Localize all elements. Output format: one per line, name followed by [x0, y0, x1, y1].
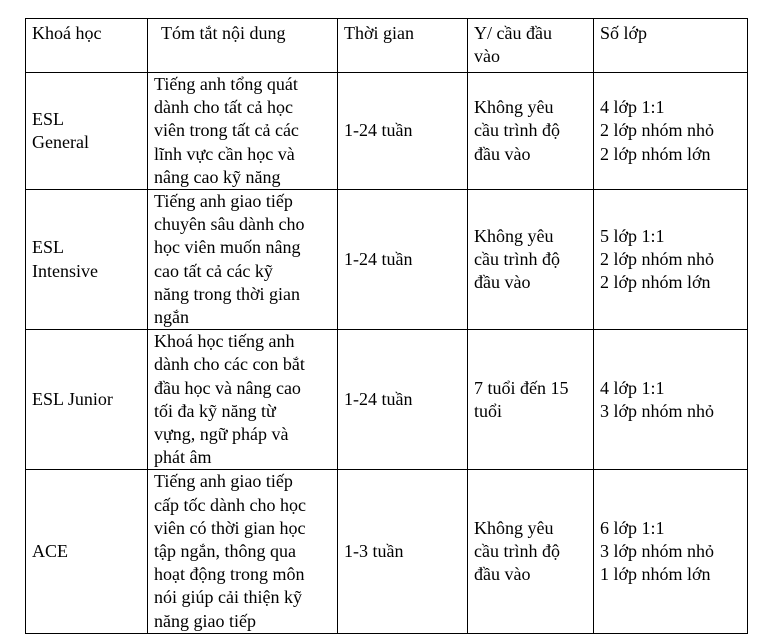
header-requirement: Y/ cầu đầu vào: [468, 19, 594, 73]
header-course: Khoá học: [26, 19, 148, 73]
classes-cell: 4 lớp 1:1 2 lớp nhóm nhỏ 2 lớp nhóm lớn: [594, 73, 748, 190]
requirement-cell: Không yêu cầu trình độ đầu vào: [468, 73, 594, 190]
table-row: [26, 330, 748, 470]
summary-cell: Tiếng anh giao tiếp chuyên sâu dành cho học viên muốn nâng cao tất cả các kỹ năng trong thời gian ngắn: [148, 190, 338, 330]
header-classes: Số lớp: [594, 19, 748, 73]
table-row: [26, 190, 748, 330]
summary-cell: Tiếng anh giao tiếp cấp tốc dành cho học viên có thời gian học tập ngắn, thông qua hoạt động trong môn nói giúp cải thiện kỹ năng giao tiếp: [148, 470, 338, 633]
course-cell: ESL General: [26, 73, 148, 190]
requirement-cell: Không yêu cầu trình độ đầu vào: [468, 470, 594, 633]
header-duration: Thời gian: [338, 19, 468, 73]
classes-cell: 4 lớp 1:1 3 lớp nhóm nhỏ: [594, 330, 748, 470]
classes-cell: 5 lớp 1:1 2 lớp nhóm nhỏ 2 lớp nhóm lớn: [594, 190, 748, 330]
duration-cell: 1-24 tuần: [338, 73, 468, 190]
course-cell: ESL Intensive: [26, 190, 148, 330]
classes-cell: 6 lớp 1:1 3 lớp nhóm nhỏ 1 lớp nhóm lớn: [594, 470, 748, 633]
summary-cell: Khoá học tiếng anh dành cho các con bắt đầu học và nâng cao tối đa kỹ năng từ vựng, ngữ pháp và phát âm: [148, 330, 338, 470]
courses-table: [25, 18, 748, 634]
table-row: [26, 470, 748, 633]
duration-cell: 1-24 tuần: [338, 330, 468, 470]
summary-cell: Tiếng anh tổng quát dành cho tất cả học viên trong tất cả các lĩnh vực cần học và nâng cao kỹ năng: [148, 73, 338, 190]
header-row: [26, 19, 748, 73]
course-cell: ACE: [26, 470, 148, 633]
header-summary: Tóm tắt nội dung: [148, 19, 338, 73]
duration-cell: 1-3 tuần: [338, 470, 468, 633]
requirement-cell: 7 tuổi đến 15 tuổi: [468, 330, 594, 470]
table-row: [26, 73, 748, 190]
duration-cell: 1-24 tuần: [338, 190, 468, 330]
requirement-cell: Không yêu cầu trình độ đầu vào: [468, 190, 594, 330]
course-cell: ESL Junior: [26, 330, 148, 470]
